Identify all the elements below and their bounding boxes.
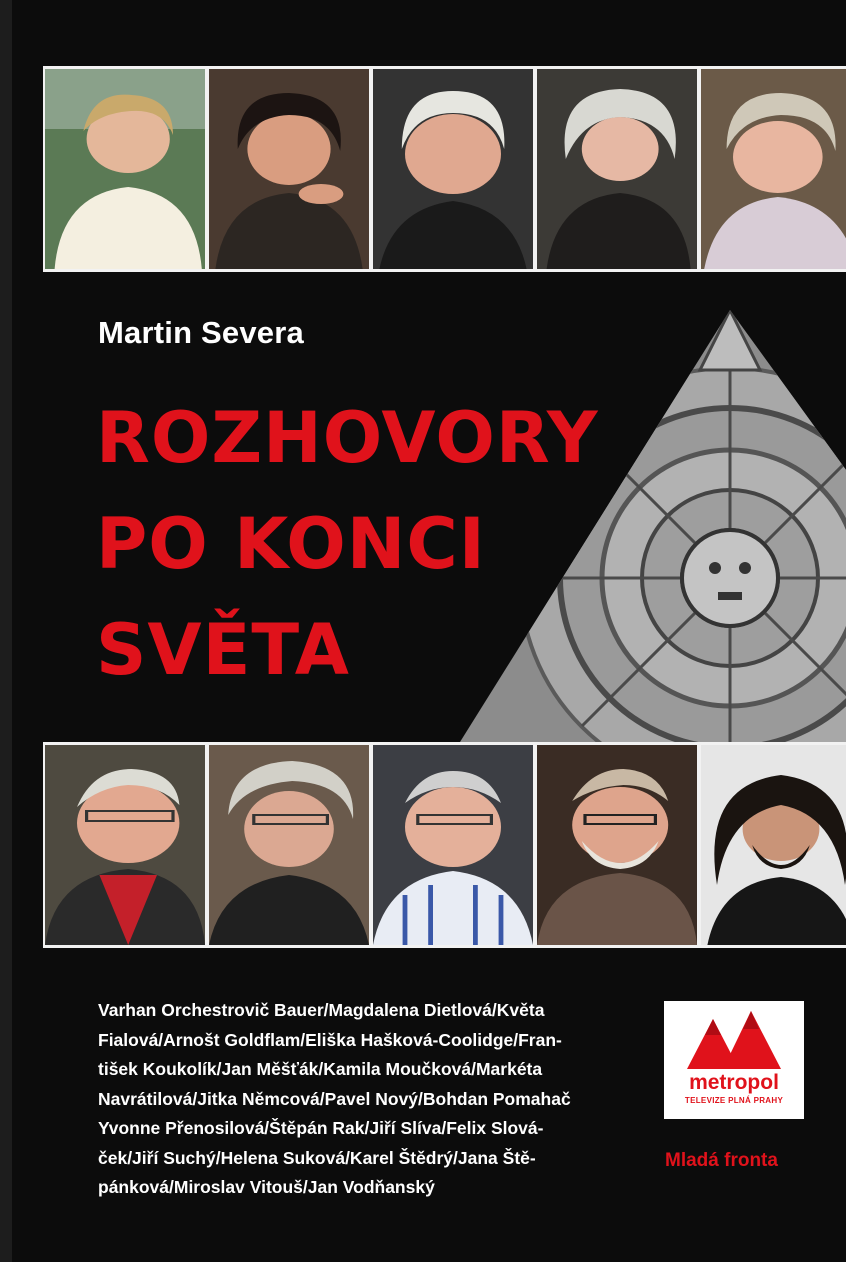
portrait-photo: [701, 69, 846, 269]
logo-wordmark: metropol: [689, 1071, 779, 1094]
portrait-photo: [701, 745, 846, 945]
portrait-photo: [209, 69, 369, 269]
publisher-name: Mladá fronta: [665, 1150, 778, 1171]
portrait-photo: [209, 745, 369, 945]
bottom-portrait-strip: [43, 742, 846, 948]
names-line: Yvonne Přenosilová/Štěpán Rak/Jiří Slíva/Felix Slová-: [98, 1118, 544, 1138]
aztec-calendar-pyramid-icon: [460, 310, 846, 742]
book-cover: [12, 0, 846, 1262]
portrait-photo: [537, 69, 697, 269]
names-line: Varhan Orchestrovič Bauer/Magdalena Dietlová/Květa: [98, 1000, 545, 1020]
portrait-photo: [45, 69, 205, 269]
top-portrait-strip: [43, 66, 846, 272]
cover-edge: [0, 0, 12, 1262]
names-line: pánková/Miroslav Vitouš/Jan Vodňanský: [98, 1177, 435, 1197]
metropol-logo: [664, 1001, 804, 1119]
double-mountain-logo-icon: [687, 1011, 781, 1069]
title-line: SVĚTA: [96, 609, 350, 691]
title-line: PO KONCI: [96, 503, 486, 585]
author-name: Martin Severa: [98, 315, 304, 350]
names-line: ček/Jiří Suchý/Helena Suková/Karel Štědrý/Jana Ště-: [98, 1147, 536, 1168]
names-line: Navrátilová/Jitka Němcová/Pavel Nový/Bohdan Pomahač: [98, 1088, 571, 1109]
portrait-photo: [373, 745, 533, 945]
portrait-photo: [537, 745, 697, 945]
portrait-photo: [373, 69, 533, 269]
names-line: tišek Koukolík/Jan Měšťák/Kamila Moučková/Markéta: [98, 1059, 543, 1079]
interviewee-list: [98, 996, 658, 1203]
portrait-photo: [45, 745, 205, 945]
logo-tagline: TELEVIZE PLNÁ PRAHY: [684, 1096, 784, 1105]
names-line: Fialová/Arnošt Goldflam/Eliška Hašková-Coolidge/Fran-: [98, 1029, 562, 1050]
title-line: ROZHOVORY: [96, 397, 599, 479]
